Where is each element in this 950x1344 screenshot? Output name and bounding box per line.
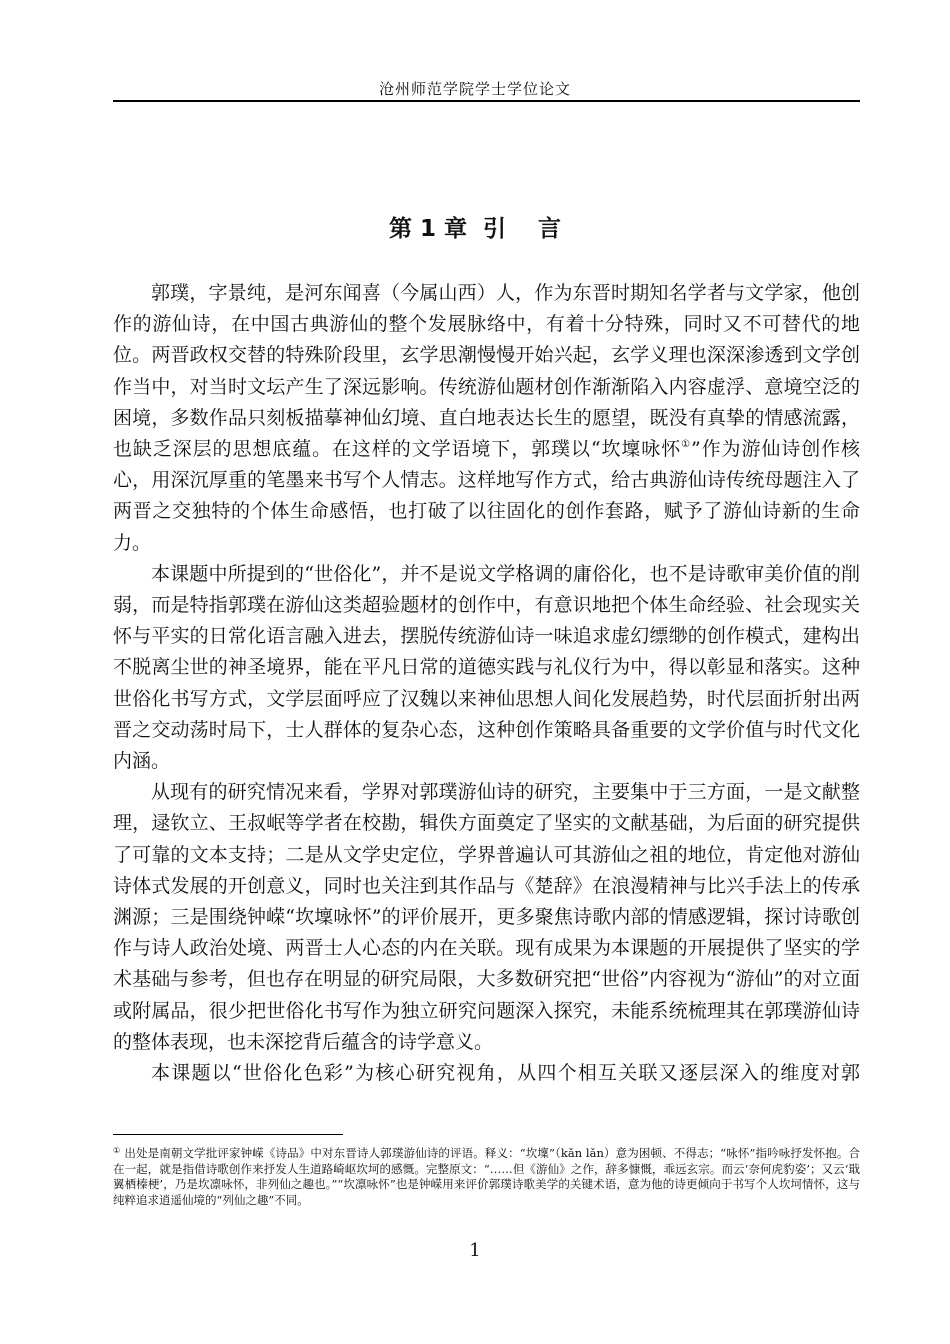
footnote-text: 出处是南朝文学批评家钟嵘《诗品》中对东晋诗人郭璞游仙诗的评语。释义：“坎壈”（kǎn lǎn）意为困顿、不得志；“咏怀”指吟咏抒发怀抱。合在一起，就是指借诗歌创作来抒发人生道路崎岖坎坷的感慨。完整原文：“……但《游仙》之作，辞多慷慨，乖远玄宗。而云‘奈何虎豹姿’；又云‘戢翼栖榛梗’，乃是坎凛咏怀，非列仙之趣也。”“坎凛咏怀”也是钟嵘用来评价郭璞诗歌美学的关键术语，意为他的诗更倾向于书写个人坎坷情怀，这与纯粹追求逍遥仙境的“列仙之趣”不同。: [113, 1146, 861, 1207]
header-rule: [113, 100, 860, 102]
chapter-title: 第 1 章 引 言: [388, 216, 562, 242]
footnote: [113, 1146, 860, 1208]
page-number: 1: [469, 1240, 481, 1261]
running-header: 沧州师范学院学士学位论文: [378, 80, 571, 98]
footnote-separator: [113, 1134, 343, 1135]
paragraph-1: [113, 278, 860, 559]
footnote-reference[interactable]: ①: [681, 439, 692, 451]
paragraph-4: 本课题以“世俗化色彩”为核心研究视角，从四个相互关联又逐层深入的维度对郭: [151, 1062, 860, 1085]
paragraph-3: 从现有的研究情况来看，学界对郭璞游仙诗的研究，主要集中于三方面，一是文献整理，逯钦立、王叔岷等学者在校勘，辑佚方面奠定了坚实的文献基础，为后面的研究提供了可靠的文本支持；二是从文学史定位，学界普遍认可其游仙之祖的地位，肯定他对游仙诗体式发展的开创意义，同时也关注到其作品与《楚辞》在浪漫精神与比兴手法上的传承渊源；三是围绕钟嵘“坎壈咏怀”的评价展开，更多聚焦诗歌内部的情感逻辑，探讨诗歌创作与诗人政治处境、两晋士人心态的内在关联。现有成果为本课题的开展提供了坚实的学术基础与参考，但也存在明显的研究局限，大多数研究把“世俗”内容视为“游仙”的对立面或附属品，很少把世俗化书写作为独立研究问题深入探究，未能系统梳理其在郭璞游仙诗的整体表现，也未深挖背后蕴含的诗学意义。: [113, 781, 860, 1053]
paragraph-1-text-a: 郭璞，字景纯，是河东闻喜（今属山西）人，作为东晋时期知名学者与文学家，他创作的游仙诗，在中国古典游仙的整个发展脉络中，有着十分特殊，同时又不可替代的地位。两晋政权交替的特殊阶段里，玄学思潮慢慢开始兴起，玄学义理也深深渗透到文学创作当中，对当时文坛产生了深远影响。传统游仙题材创作渐渐陷入内容虚浮、意境空泛的困境，多数作品只刻板描摹神仙幻境、直白地表达长生的愿望，既没有真挚的情感流露，也缺乏深层的思想底蕴。在这样的文学语境下，郭璞以“坎壈咏怀: [113, 282, 860, 461]
body-text: [113, 278, 860, 1089]
paragraph-2: 本课题中所提到的“世俗化”，并不是说文学格调的庸俗化，也不是诗歌审美价值的削弱，而是特指郭璞在游仙这类超验题材的创作中，有意识地把个体生命经验、社会现实关怀与平实的日常化语言融入进去，摆脱传统游仙诗一味追求虚幻缥缈的创作模式，建构出不脱离尘世的神圣境界，能在平凡日常的道德实践与礼仪行为中，得以彰显和落实。这种世俗化书写方式，文学层面呼应了汉魏以来神仙思想人间化发展趋势，时代层面折射出两晋之交动荡时局下，士人群体的复杂心态，这种创作策略具备重要的文学价值与时代文化内涵。: [113, 562, 860, 773]
paragraph-1-text-b: ”作为游仙诗创作核心，用深沉厚重的笔墨来书写个人情志。这样地写作方式，给古典游仙诗传统母题注入了两晋之交独特的个体生命感悟，也打破了以往固化的创作套路，赋予了游仙诗新的生命力。: [113, 438, 861, 554]
footnote-mark: ①: [113, 1146, 121, 1155]
